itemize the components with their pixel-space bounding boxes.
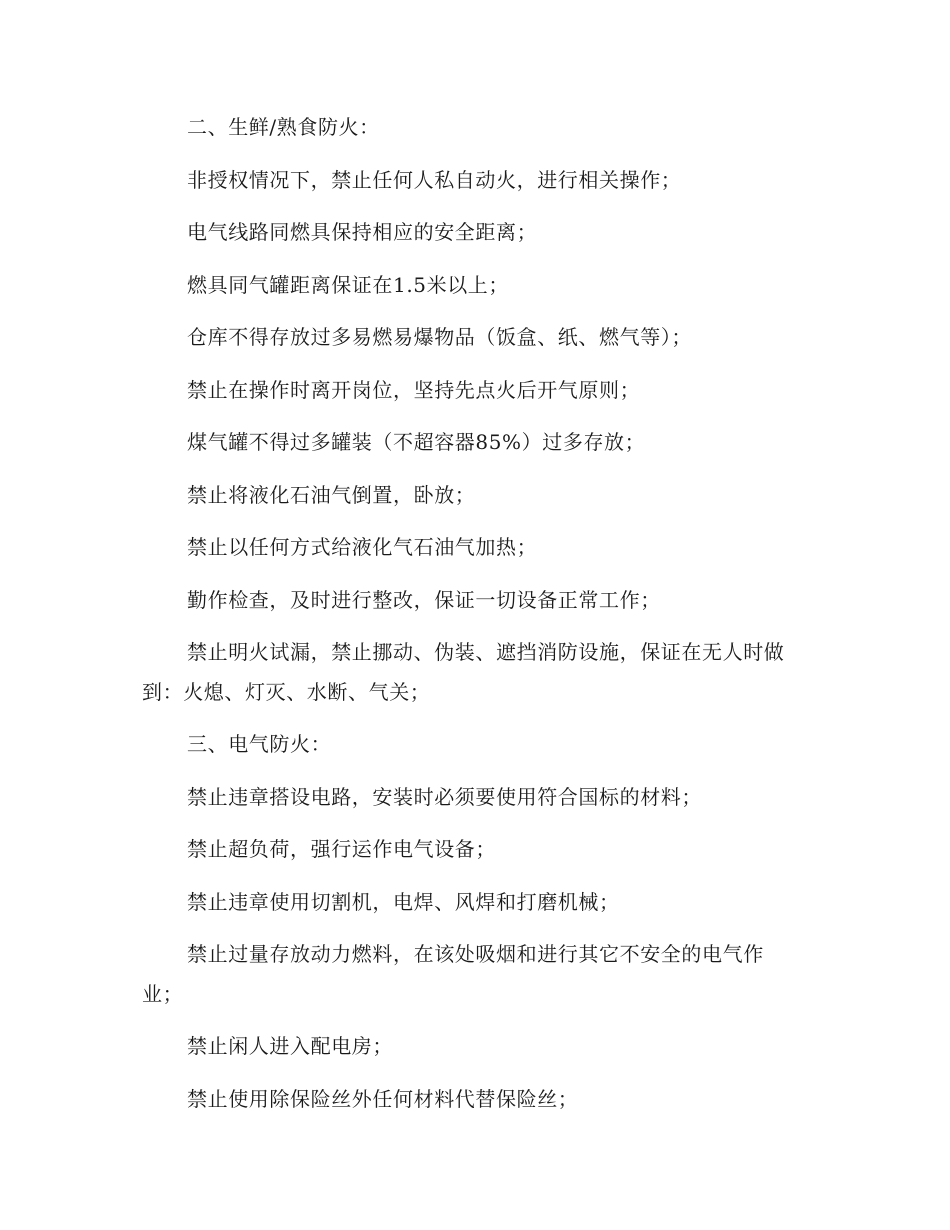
document-body	[142, 108, 802, 1132]
paragraph: 禁止超负荷，强行运作电气设备；	[187, 837, 496, 861]
paragraph: 禁止以任何方式给液化气石油气加热；	[187, 535, 538, 559]
paragraph: 仓库不得存放过多易燃易爆物品（饭盒、纸、燃气等）；	[187, 325, 692, 349]
paragraph: 禁止违章使用切割机，电焊、风焊和打磨机械；	[187, 889, 620, 914]
paragraph: 燃具同气罐距离保证在1.5米以上；	[187, 272, 510, 297]
section-heading: 二、生鲜/熟食防火：	[187, 115, 380, 139]
paragraph: 禁止过量存放动力燃料，在该处吸烟和进行其它不安全的电气作业；	[142, 942, 764, 1006]
paragraph: 禁止闲人进入配电房；	[187, 1034, 393, 1058]
paragraph: 禁止将液化石油气倒置，卧放；	[187, 482, 476, 507]
paragraph: 勤作检查，及时进行整改，保证一切设备正常工作；	[187, 587, 661, 612]
paragraph: 非授权情况下，禁止任何人私自动火，进行相关操作；	[187, 167, 682, 192]
paragraph: 电气线路同燃具保持相应的安全距离；	[187, 220, 538, 244]
paragraph: 煤气罐不得过多罐装（不超容器85%）过多存放；	[187, 430, 646, 454]
paragraph: 禁止使用除保险丝外任何材料代替保险丝；	[187, 1086, 579, 1111]
paragraph: 禁止明火试漏，禁止挪动、伪装、遮挡消防设施，保证在无人时做到：火熄、灯灭、水断、气关；	[142, 640, 785, 704]
paragraph: 禁止违章搭设电路，安装时必须要使用符合国标的材料；	[187, 784, 702, 809]
paragraph: 禁止在操作时离开岗位，坚持先点火后开气原则；	[187, 377, 641, 402]
section-heading: 三、电气防火：	[187, 732, 332, 756]
